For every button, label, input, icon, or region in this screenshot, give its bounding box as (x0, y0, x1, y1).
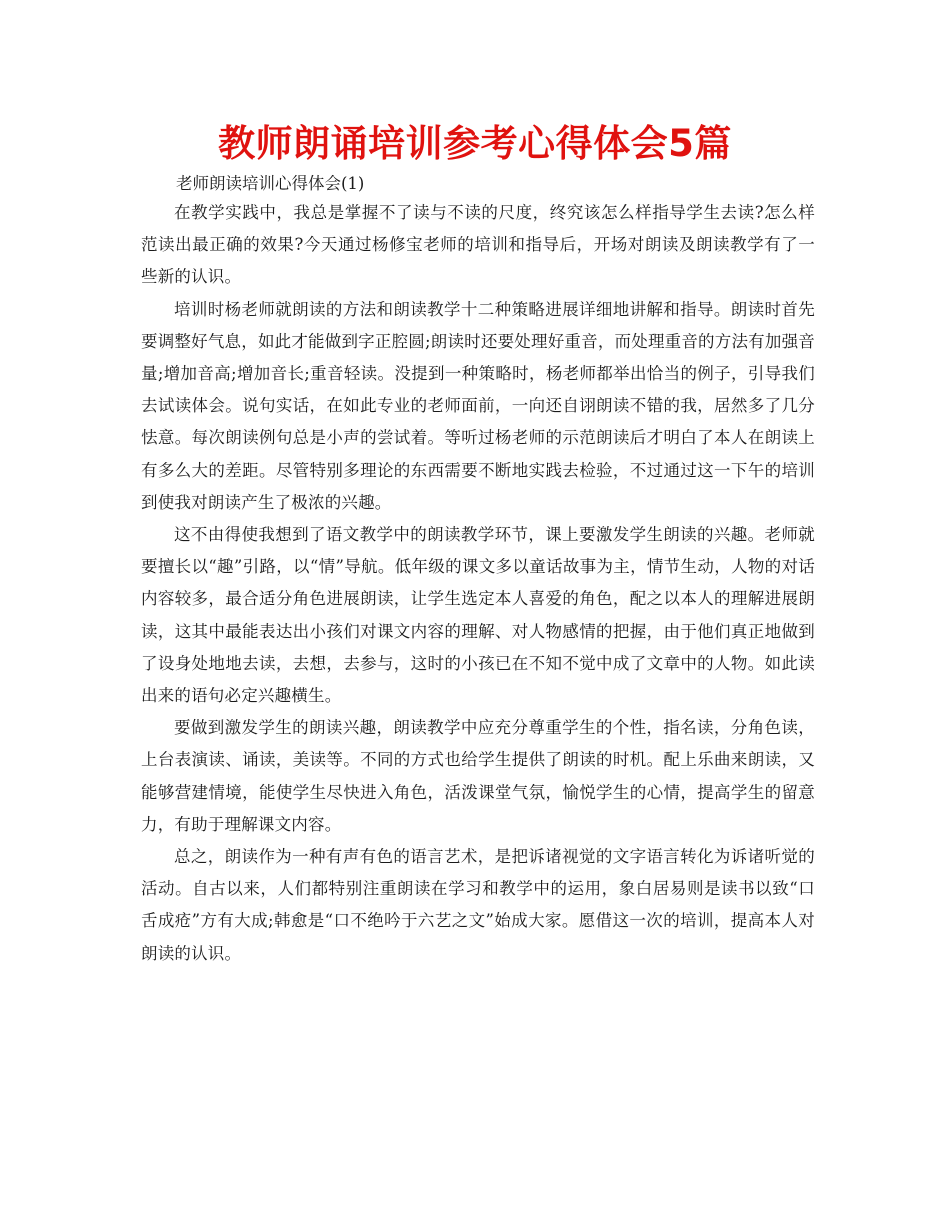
document-subtitle: 老师朗读培训心得体会(1) (176, 174, 365, 193)
paragraph-3: 这不由得使我想到了语文教学中的朗读教学环节，课上要激发学生朗读的兴趣。老师就要擅长以“趣”引路，以“情”导航。低年级的课文多以童话故事为主，情节生动，人物的对话内容较多，最合适分角色进展朗读，让学生选定本人喜爱的角色，配之以本人的理解进展朗读，这其中最能表达出小孩们对课文内容的理解、对人物感情的把握，由于他们真正地做到了设身处地地去读，去想，去参与，这时的小孩已在不知不觉中成了文章中的人物。如此读出来的语句必定兴趣横生。 (141, 525, 815, 706)
paragraph-1: 在教学实践中，我总是掌握不了读与不读的尺度，终究该怎么样指导学生去读?怎么样范读出最正确的效果?今天通过杨修宝老师的培训和指导后，开场对朗读及朗读教学有了一些新的认识。 (141, 203, 815, 287)
paragraph-5: 总之，朗读作为一种有声有色的语言艺术，是把诉诸视觉的文字语言转化为诉诸听觉的活动。自古以来，人们都特别注重朗读在学习和教学中的运用，象白居易则是读书以致“口舌成疮”方有大成;韩愈是“口不绝吟于六艺之文”始成大家。愿借这一次的培训，提高本人对朗读的认识。 (141, 847, 815, 963)
paragraph-2: 培训时杨老师就朗读的方法和朗读教学十二种策略进展详细地讲解和指导。朗读时首先要调整好气息，如此才能做到字正腔圆;朗读时还要处理好重音，而处理重音的方法有加强音量;增加音高;增加音长;重音轻读。没提到一种策略时，杨老师都举出恰当的例子，引导我们去试读体会。说句实话，在如此专业的老师面前，一向还自诩朗读不错的我，居然多了几分怯意。每次朗读例句总是小声的尝试着。等听过杨老师的示范朗读后才明白了本人在朗读上有多么大的差距。尽管特别多理论的东西需要不断地实践去检验，不过通过这一下午的培训到使我对朗读产生了极浓的兴趣。 (141, 299, 815, 512)
document-body (141, 197, 815, 970)
paragraph-4: 要做到激发学生的朗读兴趣，朗读教学中应充分尊重学生的个性，指名读，分角色读，上台表演读、诵读，美读等。不同的方式也给学生提供了朗读的时机。配上乐曲来朗读，又能够营建情境，能使学生尽快进入角色，活泼课堂气氛，愉悦学生的心情，提高学生的留意力，有助于理解课文内容。 (141, 718, 815, 834)
document-title: 教师朗诵培训参考心得体会5篇 (218, 122, 732, 165)
